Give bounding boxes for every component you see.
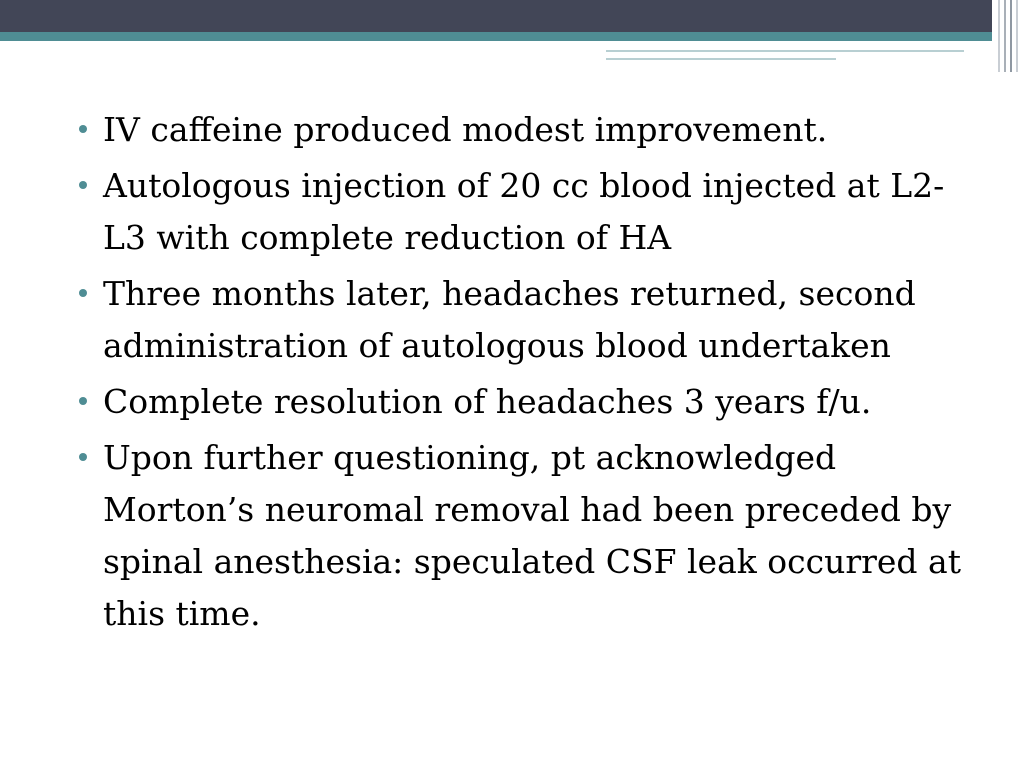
- bullet-list: [76, 104, 976, 640]
- bullet-text: Three months later, headaches returned, second administration of autologous blood undertaken: [103, 274, 916, 365]
- bullet-icon: [79, 453, 87, 461]
- bullet-item: [76, 376, 976, 428]
- corner-decoration: [992, 0, 1024, 72]
- accent-line-bottom: [606, 58, 836, 60]
- bullet-item: [76, 160, 976, 264]
- bullet-text: Complete resolution of headaches 3 years f/u.: [103, 382, 872, 421]
- bullet-icon: [79, 397, 87, 405]
- slide-body: [76, 104, 976, 644]
- bullet-item: [76, 104, 976, 156]
- slide-header-bar: [0, 0, 1024, 32]
- bullet-text: Upon further questioning, pt acknowledged Morton’s neuromal removal had been preceded by spinal anesthesia: speculated CSF leak occurred at this time.: [103, 438, 961, 633]
- bullet-icon: [79, 125, 87, 133]
- accent-line-top: [606, 50, 964, 52]
- bullet-text: IV caffeine produced modest improvement.: [103, 110, 828, 149]
- bullet-text: Autologous injection of 20 cc blood injected at L2-L3 with complete reduction of HA: [103, 166, 945, 257]
- bullet-icon: [79, 289, 87, 297]
- bullet-item: [76, 432, 976, 640]
- bullet-item: [76, 268, 976, 372]
- slide-accent-band: [0, 32, 1024, 41]
- bullet-icon: [79, 181, 87, 189]
